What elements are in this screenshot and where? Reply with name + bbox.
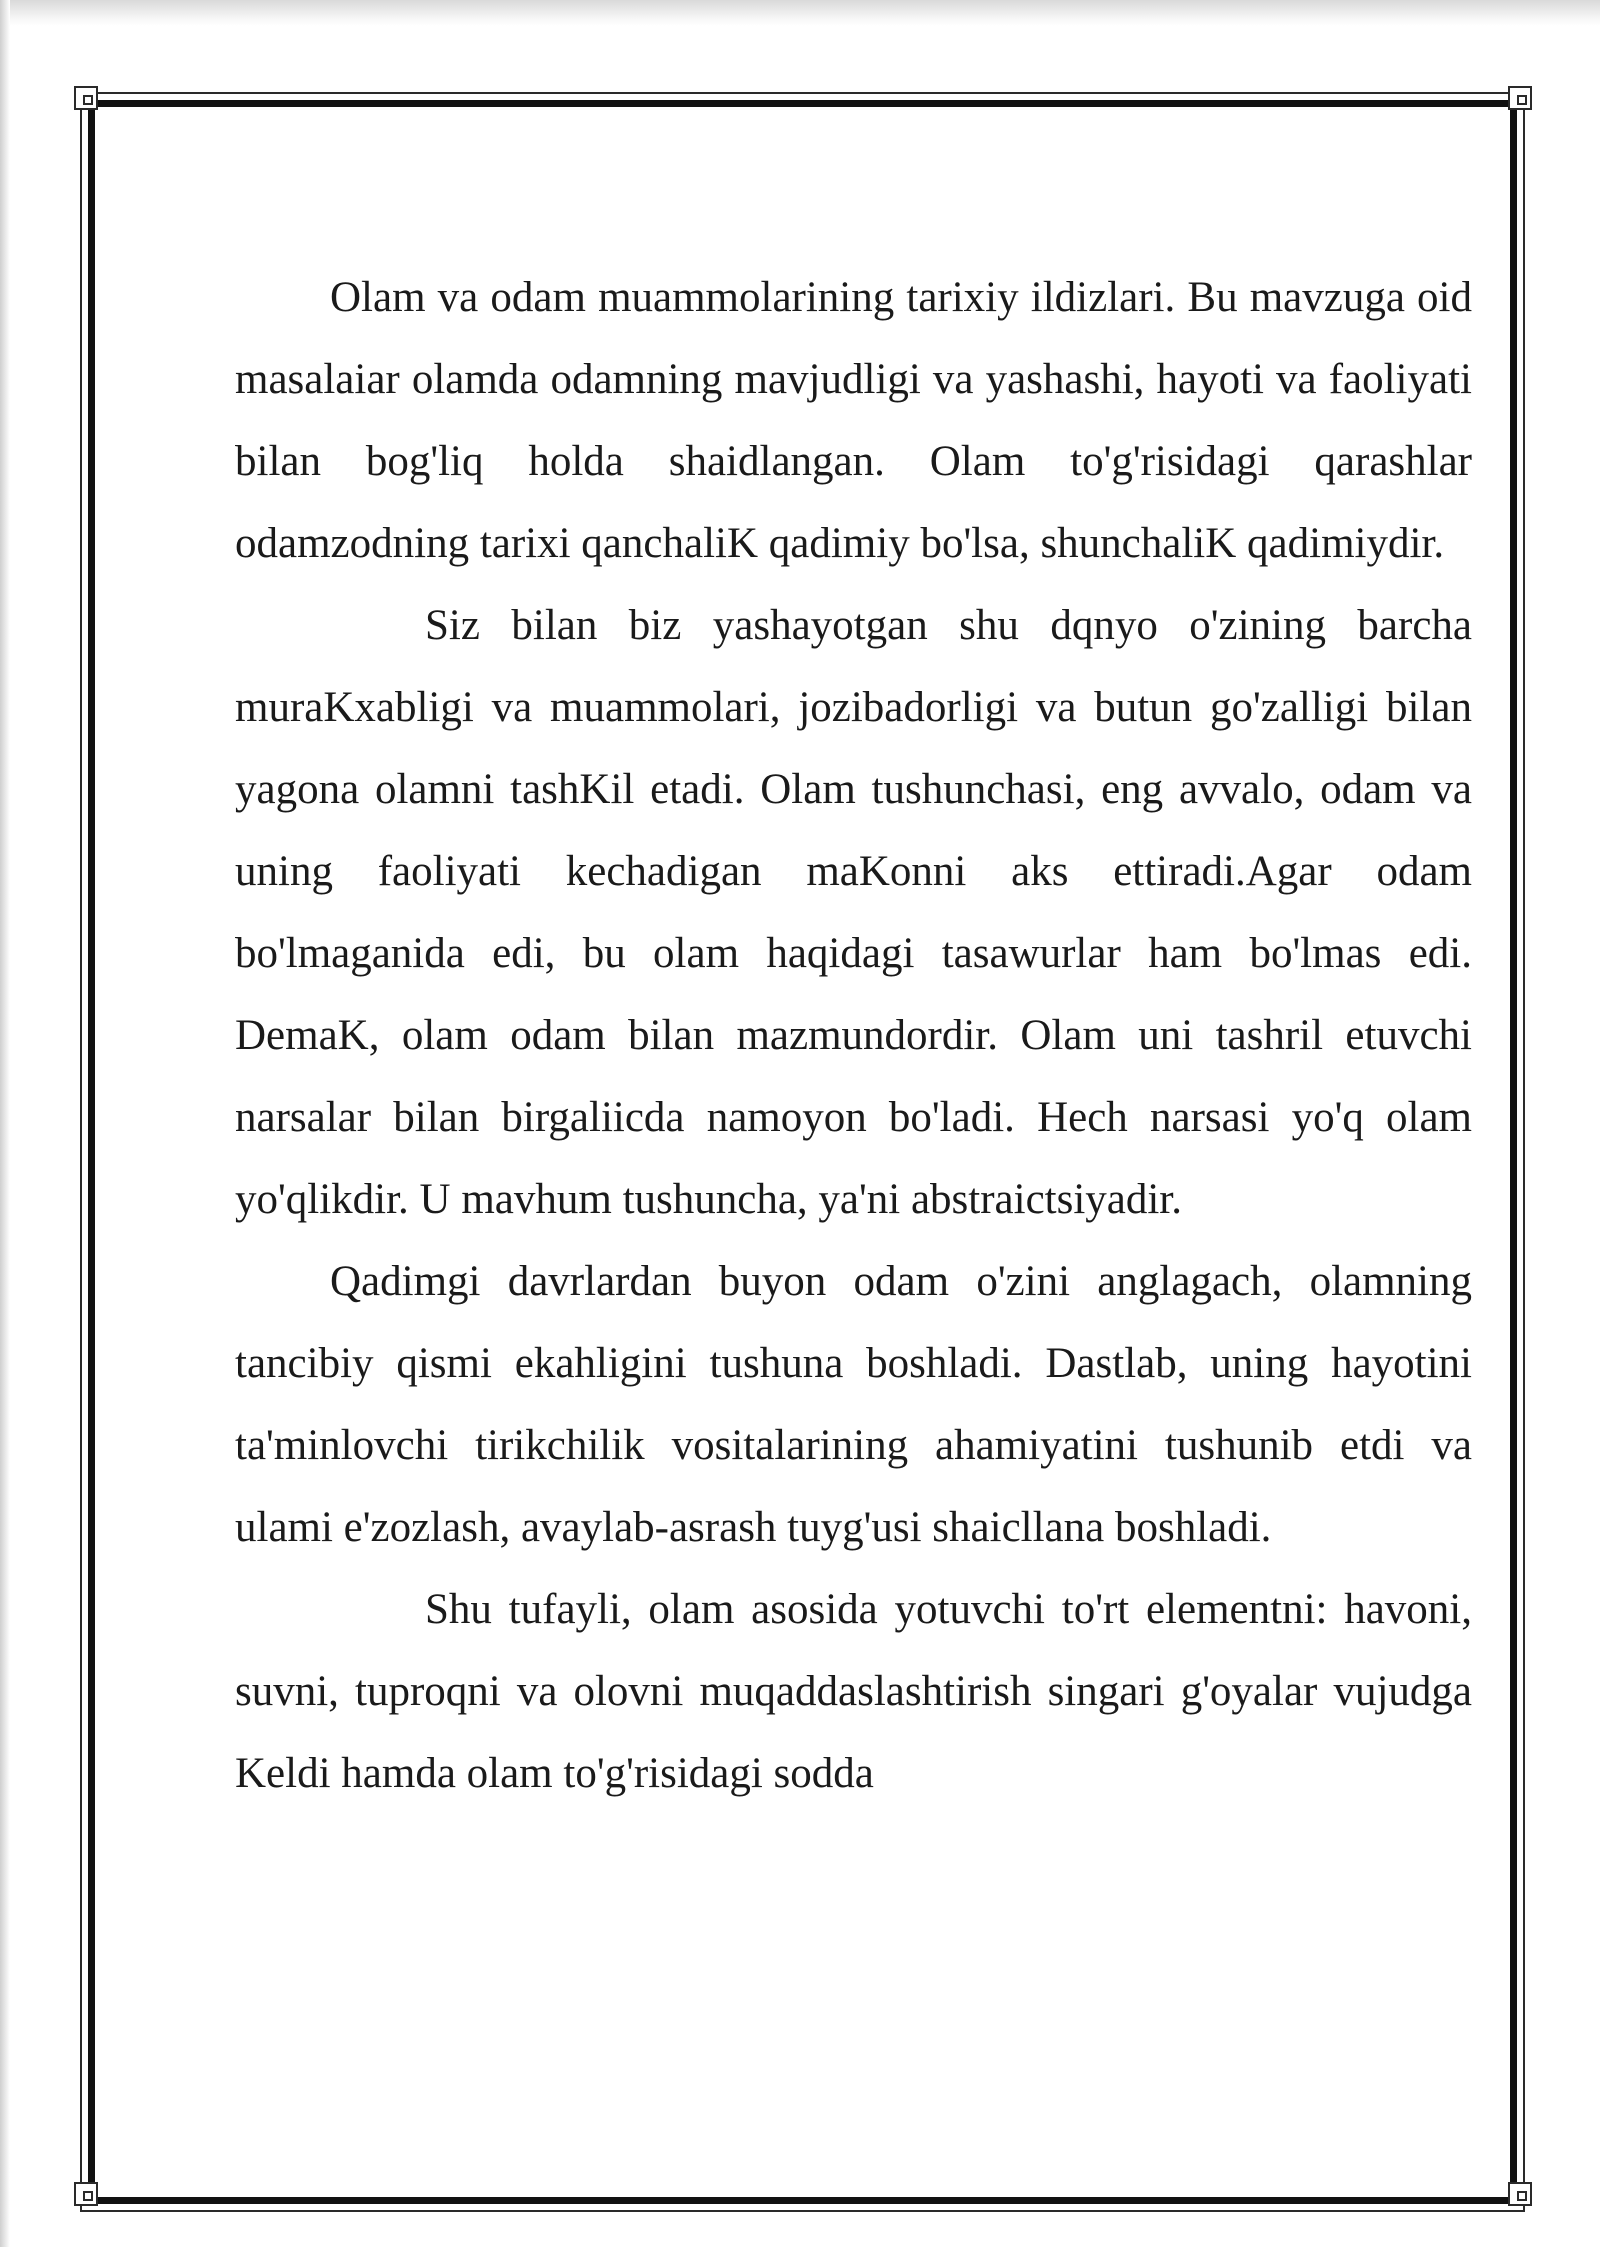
paragraph: Olam va odam muammolarining tarixiy ildizlari. Bu mavzuga oid masalaiar olamda odamning mavjudligi va yashashi, hayoti va faoliyati bilan bog'liq holda shaidlangan. Olam to'g'risidagi qarashlar odamzodning tarixi qanchaliK qadimiy bo'lsa, shunchaliK qadimiydir. bbox=[235, 274, 1472, 567]
body-text bbox=[235, 257, 1472, 1815]
scan-left-edge bbox=[0, 0, 10, 2247]
paragraph: Shu tufayli, olam asosida yotuvchi to'rt elementni: havoni, suvni, tuproqni va olovni muqaddaslashtirish singari g'oyalar vujudga Keldi hamda olam to'g'risidagi sodda bbox=[235, 1586, 1472, 1797]
paragraph: Siz bilan biz yashayotgan shu dqnyo o'zining barcha muraKxabligi va muammolari, jozibadorligi va butun go'zalligi bilan yagona olamni tashKil etadi. Olam tushunchasi, eng avvalo, odam va uning faoliyati kechadigan maKonni aks ettiradi.Agar odam bo'lmaganida edi, bu olam haqidagi tasawurlar ham bo'lmas edi. DemaK, olam odam bilan mazmundordir. Olam uni tashril etuvchi narsalar bilan birgaliicda namoyon bo'ladi. Hech narsasi yo'q olam yo'qlikdir. U mavhum tushuncha, ya'ni abstraictsiyadir. bbox=[235, 602, 1472, 1223]
border-corner-ornament bbox=[74, 86, 98, 110]
border-corner-ornament bbox=[1508, 86, 1532, 110]
scan-top-edge bbox=[0, 0, 1600, 26]
border-corner-ornament bbox=[74, 2182, 98, 2206]
paragraph: Qadimgi davrlardan buyon odam o'zini anglagach, olamning tancibiy qismi ekahligini tushuna boshladi. Dastlab, uning hayotini ta'minlovchi tirikchilik vositalarining ahamiyatini tushunib etdi va ulami e'zozlash, avaylab-asrash tuyg'usi shaicllana boshladi. bbox=[235, 1258, 1472, 1551]
border-corner-ornament bbox=[1508, 2182, 1532, 2206]
